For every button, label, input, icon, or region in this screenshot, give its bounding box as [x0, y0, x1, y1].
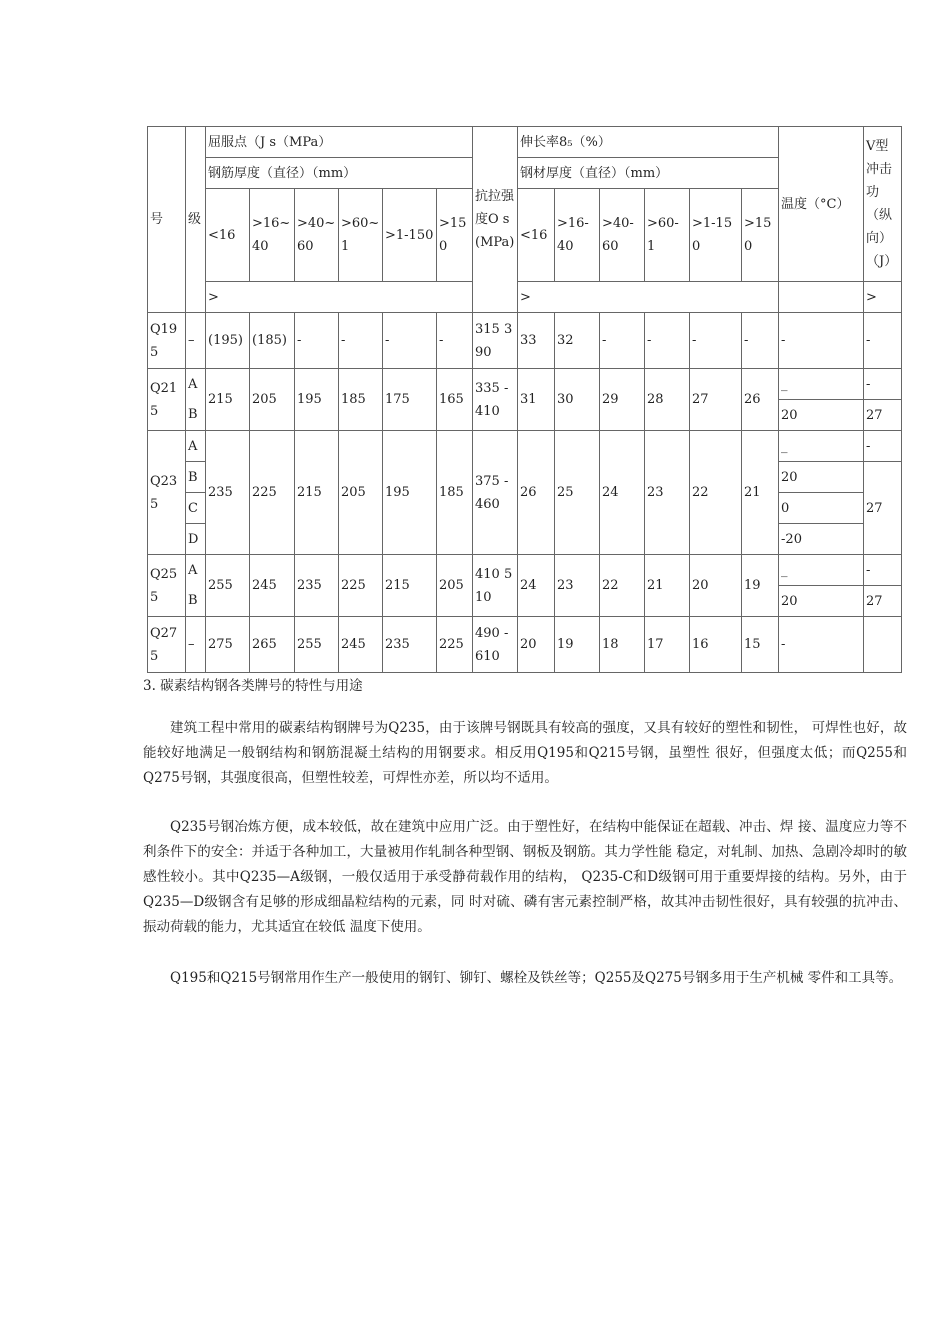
temperature-header: 温度（°C）	[779, 127, 864, 282]
elongation-cell: -	[645, 313, 690, 369]
yield-cell: 215	[206, 369, 250, 431]
yield-cell: 195	[383, 431, 437, 555]
temperature-cell: -20	[779, 524, 864, 555]
elongation-cell: 31	[518, 369, 555, 431]
elongation-cell: 26	[742, 369, 779, 431]
grade-cell: C	[186, 493, 206, 524]
elongation-cell: -	[600, 313, 645, 369]
elongation-range: >40-60	[600, 189, 645, 282]
thickness-range: >150	[437, 189, 473, 282]
yield-cell: -	[339, 313, 383, 369]
elongation-cell: 27	[690, 369, 742, 431]
impact-cell: 27	[864, 586, 902, 617]
yield-cell: 185	[437, 431, 473, 555]
temperature-cell: 20	[779, 400, 864, 431]
elongation-cell: 28	[645, 369, 690, 431]
yield-cell: 225	[437, 617, 473, 673]
table-row	[148, 555, 902, 586]
table-row	[148, 313, 902, 369]
impact-min-symbol: >	[864, 282, 902, 313]
impact-cell: 27	[864, 400, 902, 431]
grade-cell: B	[186, 462, 206, 493]
grade-cell: B	[186, 400, 206, 431]
thickness-range: >16~40	[250, 189, 295, 282]
elongation-range: >60-1	[645, 189, 690, 282]
elongation-min-symbol: >	[518, 282, 779, 313]
yield-cell: 235	[206, 431, 250, 555]
thickness-range: >1-150	[383, 189, 437, 282]
yield-cell: 195	[295, 369, 339, 431]
yield-cell: 205	[339, 431, 383, 555]
grade-cell: A	[186, 431, 206, 462]
yield-cell: 215	[295, 431, 339, 555]
temperature-cell: 0	[779, 493, 864, 524]
yield-cell: 245	[250, 555, 295, 617]
impact-cell: -	[864, 431, 902, 462]
elongation-cell: -	[690, 313, 742, 369]
yield-cell: (195)	[206, 313, 250, 369]
col-header-grade: 级	[186, 127, 206, 313]
impact-cell: -	[864, 369, 902, 400]
yield-cell: 205	[250, 369, 295, 431]
elongation-cell: 23	[555, 555, 600, 617]
elongation-cell: 23	[645, 431, 690, 555]
temperature-cell: _	[779, 431, 864, 462]
elongation-range: >150	[742, 189, 779, 282]
elongation-cell: 26	[518, 431, 555, 555]
elongation-cell: 19	[742, 555, 779, 617]
yield-cell: 255	[295, 617, 339, 673]
elongation-cell: 21	[645, 555, 690, 617]
elongation-cell: 20	[518, 617, 555, 673]
yield-cell: 265	[250, 617, 295, 673]
impact-cell: -	[864, 555, 902, 586]
elongation-cell: 32	[555, 313, 600, 369]
bar-thickness-header: 钢筋厚度（直径）（mm）	[206, 158, 473, 189]
elongation-range: >1-150	[690, 189, 742, 282]
tensile-cell: 410 510	[473, 555, 518, 617]
table-row	[148, 369, 902, 400]
elongation-cell: 21	[742, 431, 779, 555]
brand-cell: Q255	[148, 555, 186, 617]
yield-cell: 245	[339, 617, 383, 673]
temperature-cell: -	[779, 313, 864, 369]
tensile-cell: 375 - 460	[473, 431, 518, 555]
yield-cell: 185	[339, 369, 383, 431]
steel-properties-table	[147, 126, 902, 673]
grade-cell: A	[186, 555, 206, 586]
yield-cell: -	[437, 313, 473, 369]
grade-cell: –	[186, 617, 206, 673]
col-header-no: 号	[148, 127, 186, 313]
yield-cell: 175	[383, 369, 437, 431]
yield-cell: -	[295, 313, 339, 369]
brand-cell: Q235	[148, 431, 186, 555]
elongation-cell: 25	[555, 431, 600, 555]
brand-cell: Q195	[148, 313, 186, 369]
impact-cell	[864, 617, 902, 673]
elongation-cell: 24	[518, 555, 555, 617]
temperature-cell: 20	[779, 462, 864, 493]
brand-cell: Q275	[148, 617, 186, 673]
elongation-cell: 20	[690, 555, 742, 617]
temperature-cell: -	[779, 617, 864, 673]
elongation-cell: 17	[645, 617, 690, 673]
elongation-cell: 22	[600, 555, 645, 617]
yield-cell: 255	[206, 555, 250, 617]
yield-cell: (185)	[250, 313, 295, 369]
steel-thickness-header: 钢材厚度（直径）（mm）	[518, 158, 779, 189]
yield-cell: 235	[295, 555, 339, 617]
tensile-cell: 490 - 610	[473, 617, 518, 673]
impact-cell: 27	[864, 462, 902, 555]
temperature-cell: _	[779, 555, 864, 586]
elongation-cell: 29	[600, 369, 645, 431]
grade-cell: B	[186, 586, 206, 617]
temperature-cell: _	[779, 369, 864, 400]
paragraph: 建筑工程中常用的碳素结构钢牌号为Q235，由于该牌号钢既具有较高的强度，又具有较好的塑性和韧性， 可焊性也好，故能较好地满足一般钢结构和钢筋混凝土结构的用钢要求。相反用Q195和Q215号钢，虽塑性 很好，但强度太低；而Q255和Q275号钢，其强度很高，但塑性较差，可焊性亦差，所以均不适用。	[143, 720, 907, 786]
elongation-cell: 30	[555, 369, 600, 431]
impact-cell: -	[864, 313, 902, 369]
paragraph: Q235号钢冶炼方便，成本较低，故在建筑中应用广泛。由于塑性好，在结构中能保证在超载、冲击、焊 接、温度应力等不利条件下的安全：并适于各种加工，大量被用作轧制各种型钢、钢板及钢筋。其力学性能 稳定，对轧制、加热、急剧冷却时的敏感性较小。其中Q235—A级钢，一般仅适用于承受静荷载作用的结构， Q235-C和D级钢可用于重要焊接的结构。另外，由于Q235—D级钢含有足够的形成细晶粒结构的元素，同 时对硫、磷有害元素控制严格，故其冲击韧性很好，具有较强的抗冲击、振动荷载的能力，尤其适宜在较低 温度下使用。	[143, 819, 907, 935]
thickness-range: >40~60	[295, 189, 339, 282]
tensile-header: 抗拉强度O s (MPa)	[473, 127, 518, 313]
elongation-cell: -	[742, 313, 779, 369]
impact-header: V型冲击功（纵向）（J）	[864, 127, 902, 282]
elongation-cell: 18	[600, 617, 645, 673]
elongation-cell: 15	[742, 617, 779, 673]
yield-cell: 275	[206, 617, 250, 673]
yield-cell: 165	[437, 369, 473, 431]
yield-cell: -	[383, 313, 437, 369]
grade-cell: –	[186, 313, 206, 369]
elongation-cell: 33	[518, 313, 555, 369]
elongation-header: 伸长率8₅（%）	[518, 127, 779, 158]
yield-header: 屈服点（J s（MPa）	[206, 127, 473, 158]
section-title: 3. 碳素结构钢各类牌号的特性与用途	[143, 678, 363, 694]
yield-cell: 205	[437, 555, 473, 617]
elongation-cell: 16	[690, 617, 742, 673]
yield-cell: 235	[383, 617, 437, 673]
temperature-blank	[779, 282, 864, 313]
thickness-range: >60~1	[339, 189, 383, 282]
yield-cell: 225	[339, 555, 383, 617]
table-row	[148, 617, 902, 673]
elongation-cell: 22	[690, 431, 742, 555]
elongation-range: <16	[518, 189, 555, 282]
grade-cell: A	[186, 369, 206, 400]
yield-cell: 225	[250, 431, 295, 555]
tensile-cell: 315 390	[473, 313, 518, 369]
grade-cell: D	[186, 524, 206, 555]
table-row	[148, 431, 902, 462]
temperature-cell: 20	[779, 586, 864, 617]
yield-min-symbol: >	[206, 282, 473, 313]
elongation-range: >16-40	[555, 189, 600, 282]
brand-cell: Q215	[148, 369, 186, 431]
elongation-cell: 24	[600, 431, 645, 555]
elongation-cell: 19	[555, 617, 600, 673]
tensile-cell: 335 - 410	[473, 369, 518, 431]
yield-cell: 215	[383, 555, 437, 617]
thickness-range: <16	[206, 189, 250, 282]
paragraph: Q195和Q215号钢常用作生产一般使用的钢钉、铆钉、螺栓及铁丝等；Q255及Q275号钢多用于生产机械 零件和工具等。	[170, 970, 903, 986]
